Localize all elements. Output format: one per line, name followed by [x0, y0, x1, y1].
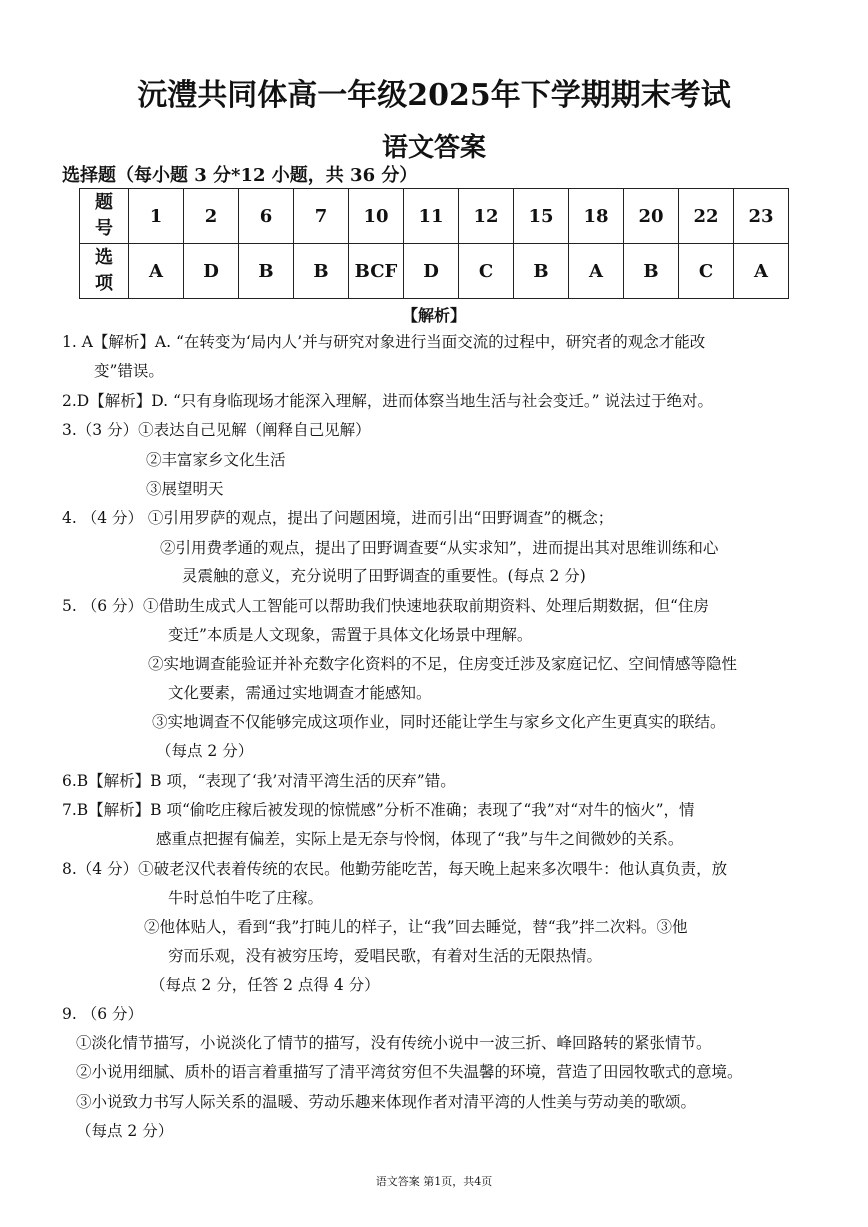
question-number-cell: 7	[294, 189, 349, 244]
question-number-row	[80, 189, 789, 244]
page-footer: 语文答案 第1页，共4页	[375, 1175, 493, 1188]
text-line: 1. A【解析】A. “在转变为‘局内人’并与研究对象进行当面交流的过程中，研究者的观念才能改	[62, 333, 706, 351]
question-number-cell: 23	[734, 189, 789, 244]
text-line: ③展望明天	[146, 480, 224, 498]
text-line: ②丰富家乡文化生活	[146, 451, 286, 469]
question-number-cell: 2	[184, 189, 239, 244]
text-line: （每点 2 分）	[156, 742, 254, 760]
page-title: 沅澧共同体高一年级2025年下学期期末考试	[137, 78, 731, 113]
text-line: 变”错误。	[94, 362, 164, 380]
section-title: 选择题（每小题 3 分*12 小题，共 36 分）	[62, 165, 418, 186]
text-line: ②他体贴人，看到“我”打盹儿的样子，让“我”回去睡觉，替“我”拌二次料。③他	[144, 918, 688, 936]
text-line: ①淡化情节描写，小说淡化了情节的描写，没有传统小说中一波三折、峰回路转的紧张情节。	[76, 1034, 712, 1052]
answer-cell: A	[734, 244, 789, 299]
analysis-heading: 【解析】	[401, 306, 466, 325]
text-line: 穷而乐观，没有被穷压垮，爱唱民歌，有着对生活的无限热情。	[168, 947, 603, 965]
question-number-cell: 1	[129, 189, 184, 244]
answer-cell: D	[184, 244, 239, 299]
question-number-header: 题 号	[80, 189, 129, 244]
text-line: 牛时总怕牛吃了庄稼。	[168, 889, 324, 907]
answer-row	[80, 244, 789, 299]
question-number-cell: 18	[569, 189, 624, 244]
text-line: 5. （6 分）①借助生成式人工智能可以帮助我们快速地获取前期资料、处理后期数据，但“住房	[62, 597, 709, 615]
answer-header: 选 项	[80, 244, 129, 299]
answer-cell: B	[514, 244, 569, 299]
question-number-cell: 22	[679, 189, 734, 244]
text-line: 变迁”本质是人文现象，需置于具体文化场景中理解。	[168, 626, 533, 644]
question-number-cell: 20	[624, 189, 679, 244]
answer-cell: C	[459, 244, 514, 299]
answer-cell: B	[624, 244, 679, 299]
question-number-cell: 6	[239, 189, 294, 244]
page-subtitle: 语文答案	[381, 133, 486, 163]
text-line: 3.（3 分）①表达自己见解（阐释自己见解）	[62, 421, 371, 439]
text-line: 2.D【解析】D. “只有身临现场才能深入理解，进而体察当地生活与社会变迁。” 说法过于绝对。	[62, 392, 713, 410]
text-line: （每点 2 分）	[76, 1122, 174, 1140]
text-line: 9. （6 分）	[62, 1005, 144, 1023]
text-line: ②引用费孝通的观点，提出了田野调查要“从实求知”，进而提出其对思维训练和心	[160, 539, 719, 557]
question-number-cell: 12	[459, 189, 514, 244]
text-line: ③小说致力书写人际关系的温暖、劳动乐趣来体现作者对清平湾的人性美与劳动美的歌颂。	[76, 1093, 697, 1111]
answer-cell: B	[239, 244, 294, 299]
text-line: 4. （4 分） ①引用罗萨的观点，提出了问题困境，进而引出“田野调查”的概念；	[62, 509, 614, 527]
text-line: 8.（4 分）①破老汉代表着传统的农民。他勤劳能吃苦，每天晚上起来多次喂牛：他认真负责，放	[62, 860, 728, 878]
text-line: 灵震触的意义，充分说明了田野调查的重要性。(每点 2 分)	[182, 567, 586, 585]
text-line: ②实地调查能验证并补充数字化资料的不足，住房变迁涉及家庭记忆、空间情感等隐性	[148, 655, 738, 673]
answer-cell: A	[129, 244, 184, 299]
answer-cell: D	[404, 244, 459, 299]
text-line: 6.B【解析】B 项，“表现了‘我’对清平湾生活的厌弃”错。	[62, 772, 456, 790]
question-number-cell: 10	[349, 189, 404, 244]
answer-cell: A	[569, 244, 624, 299]
answer-cell: BCF	[349, 244, 404, 299]
question-number-cell: 11	[404, 189, 459, 244]
text-line: ②小说用细腻、质朴的语言着重描写了清平湾贫穷但不失温馨的环境，营造了田园牧歌式的意境。	[76, 1063, 743, 1081]
answer-cell: B	[294, 244, 349, 299]
text-line: 文化要素，需通过实地调查才能感知。	[168, 684, 432, 702]
text-line: 感重点把握有偏差，实际上是无奈与怜悯，体现了“我”与牛之间微妙的关系。	[156, 830, 684, 848]
question-number-cell: 15	[514, 189, 569, 244]
answer-cell: C	[679, 244, 734, 299]
text-line: ③实地调查不仅能够完成这项作业，同时还能让学生与家乡文化产生更真实的联结。	[152, 713, 726, 731]
answer-table	[79, 188, 789, 299]
text-line: 7.B【解析】B 项“偷吃庄稼后被发现的惊慌感”分析不准确；表现了“我”对“对牛的恼火”，情	[62, 801, 695, 819]
text-line: （每点 2 分，任答 2 点得 4 分）	[150, 976, 380, 994]
